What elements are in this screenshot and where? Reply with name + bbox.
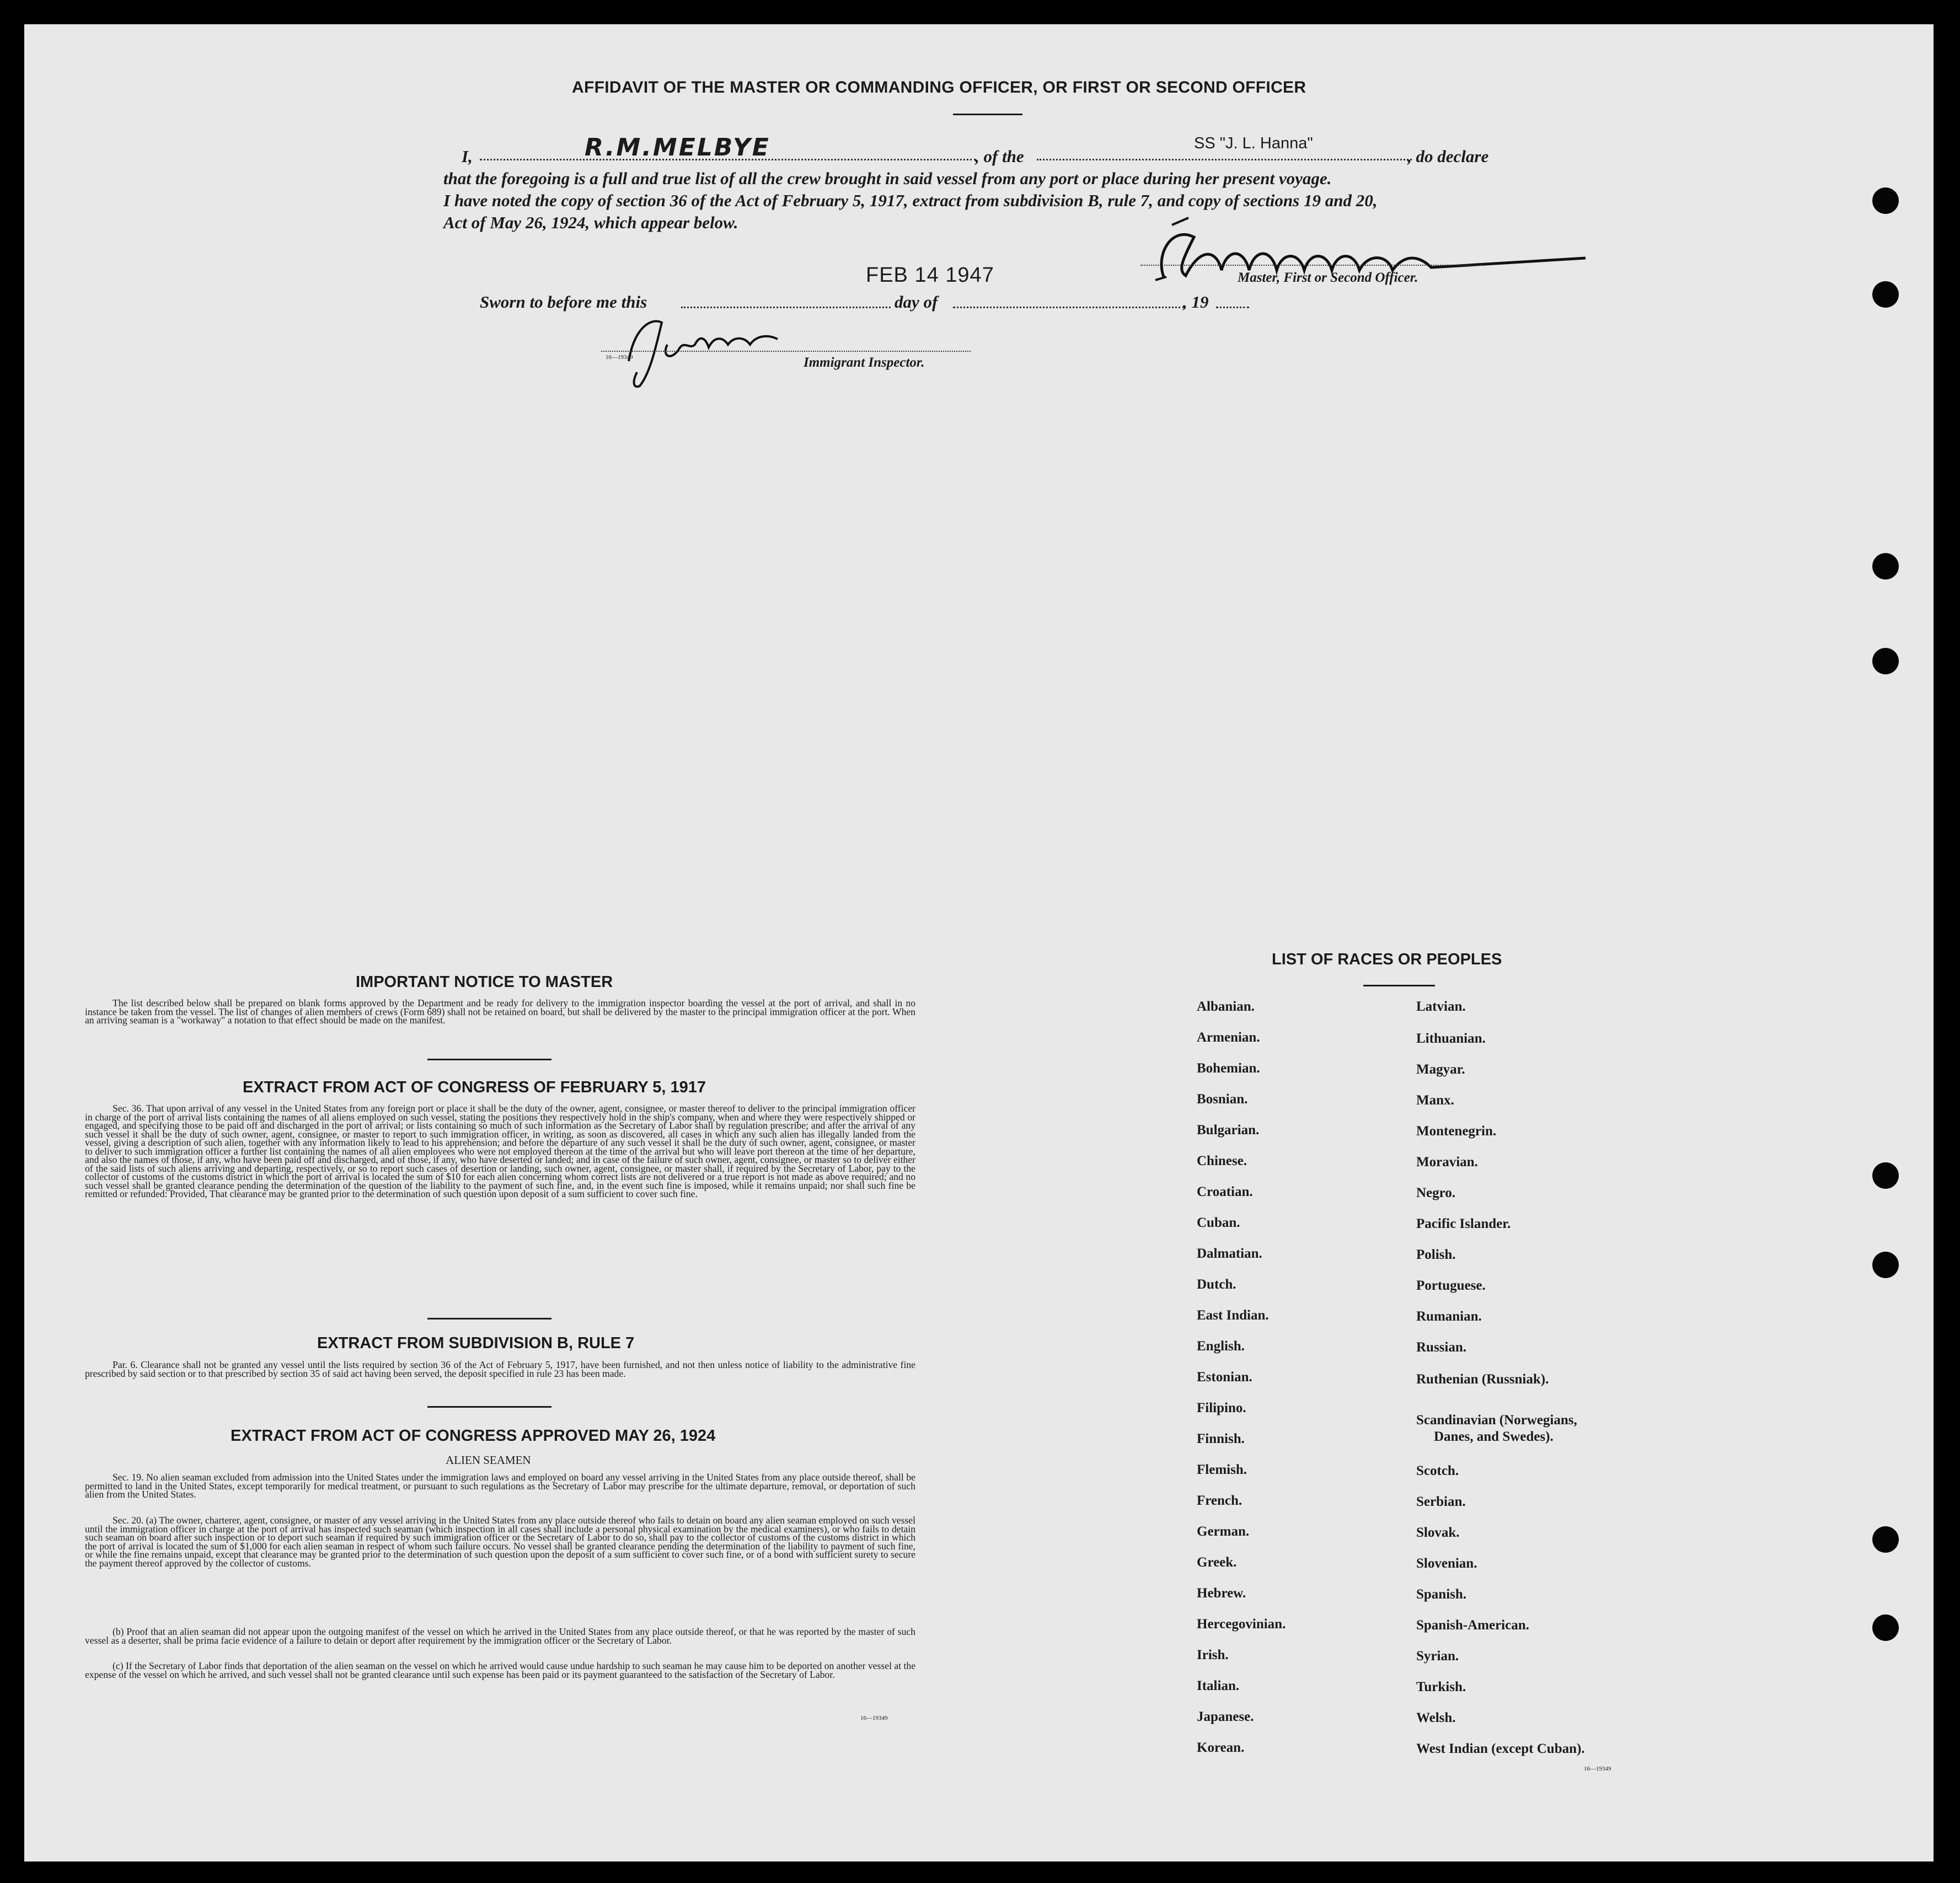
day-of-label: day of [895,292,938,312]
inspector-signature [618,306,794,394]
of-the-label: , of the [975,147,1024,166]
document-page [24,24,1934,1861]
affidavit-line-4: Act of May 26, 1924, which appear below. [443,213,738,232]
race-item: Italian. [1197,1678,1240,1693]
race-item: Manx. [1416,1093,1454,1108]
race-item: Bohemian. [1197,1061,1260,1076]
races-title: LIST OF RACES OR PEOPLES [1272,951,1502,968]
race-item: Rumanian. [1416,1309,1482,1324]
race-item: Spanish. [1416,1587,1467,1602]
do-declare-label: , do declare [1407,147,1489,166]
affidavit-i-label: I, [462,147,473,166]
race-item: Greek. [1197,1555,1237,1570]
punch-hole [1872,648,1899,674]
race-item: Slovenian. [1416,1556,1477,1571]
inspector-line [601,351,971,352]
race-item: Moravian. [1416,1155,1478,1170]
race-item: Lithuanian. [1416,1031,1486,1046]
divider [427,1406,551,1408]
affidavit-line-3: I have noted the copy of section 36 of the Act of February 5, 1917, extract from subdivision B, rule 7, and copy of sections 19 and 20, [443,191,1378,210]
year-prefix-label: , 19 [1183,292,1209,312]
race-item: Spanish-American. [1416,1618,1529,1633]
race-item: Dutch. [1197,1277,1236,1292]
race-item: Bulgarian. [1197,1123,1260,1138]
race-item: Japanese. [1197,1709,1254,1724]
race-item: Scotch. [1416,1463,1459,1478]
race-item: Montenegrin. [1416,1124,1497,1139]
race-item: Welsh. [1416,1710,1456,1725]
alien-seamen-subtitle: ALIEN SEAMEN [446,1453,531,1467]
affidavit-title: AFFIDAVIT OF THE MASTER OR COMMANDING OFFICER, OR FIRST OR SECOND OFFICER [572,78,1306,96]
race-item: Serbian. [1416,1494,1466,1509]
race-item: East Indian. [1197,1308,1269,1323]
race-item: Korean. [1197,1740,1245,1755]
race-item: Negro. [1416,1185,1456,1200]
race-item: Cuban. [1197,1215,1240,1230]
race-item: Pacific Islander. [1416,1216,1511,1231]
punch-hole [1872,553,1899,580]
form-number: 16—19349 [606,354,633,361]
punch-hole [1872,187,1899,214]
race-item: Danes, and Swedes). [1434,1429,1554,1444]
punch-hole [1872,1162,1899,1189]
section-20c-text: (c) If the Secretary of Labor finds that deportation of the alien seaman on the vessel on which he arrived would cause undue hardship to such seaman he may cause him to be deported on another vessel at the expense of the vessel on which he arrived, and such vessel shall not be granted clearance until such expense has been paid or its payment guaranteed to the satisfaction of the Secretary of Labor. [85,1660,915,1680]
extract-1917-body: Sec. 36. That upon arrival of any vessel in the United States from any foreign port or place it shall be the duty of the owner, agent, consignee, or master thereof to deliver to the principal immigration officer in charge of the port of arrival lists containing the names of all aliens employed on such vessel, stating the positions they respectively hold in the ship's company, when and where they were respectively shipped or engaged, and specifying those to be paid off and discharged in the port of arrival; or lists containing so much of such information as the Secretary of Labor shall by regulation prescribe; and after the arrival of any such vessel it shall be the duty of such owner, agent, consignee, or master to report to such immigration officer, in writing, as soon as discovered, all cases in which any such alien has illegally landed from the vessel, giving a description of such alien, together with any information likely to lead to his apprehension; and before the departure of any such vessel it shall be the duty of such owner, agent, consignee, or master to deliver to such immigration officer a further list containing the names of all alien employees who were not employed thereon at the time of the arrival but who will leave port thereon at the time of her departure, and also the names of those, if any, who have been paid off and discharged, and of those, if any, who have deserted or landed; and in case of the failure of such owner, agent, consignee, or master so to deliver either of the said lists of such aliens arriving and departing, respectively, or so to report such cases of desertion or landing, such owner, agent, consignee, or master shall, if required by the Secretary of Labor, pay to the collector of customs of the customs district in which the port of arrival is located the sum of $10 for each alien concerning whom correct lists are not delivered or a true report is not made as above required; and no such vessel shall be granted clearance pending the determination of the question of the liability to the payment of such fine, and, in the event such fine is imposed, while it remains unpaid; nor shall such fine be remitted or refunded: Provided, That clearance may be granted prior to the determination of such question upon deposit of a sum sufficient to cover such fine. [85,1103,915,1199]
race-item: Irish. [1197,1648,1229,1662]
race-item: Estonian. [1197,1370,1252,1385]
master-signature-line [1140,265,1482,266]
master-name-handwritten: R.M.MELBYE [585,133,770,162]
section-20a-text: Sec. 20. (a) The owner, charterer, agent, consignee, or master of any vessel arriving in the United States from any place outside thereof who fails to detain on board any alien seaman employed on such vessel until the immigration officer in charge at the port of arrival has inspected such seaman (which inspection in all cases shall include a personal physical examination by the medical examiners), or who fails to detain such seaman on board after such inspection or to deport such seaman if required by such immigration officer or the Secretary of Labor to do so, shall pay to the collector of customs of the customs district in which the port of arrival is located the sum of $1,000 for each alien seaman in respect of whom such failure occurs. No vessel shall be granted clearance pending the determination of the liability to payment of such fine, or while the fine remains unpaid, except that clearance may be granted prior to the determination of such question upon the deposit of a sum sufficient to cover such fine, or of a bond with sufficient surety to secure the payment thereof approved by the collector of customs. [85,1515,915,1569]
race-item: Scandinavian (Norwegians, [1416,1413,1577,1428]
affidavit-line-2: that the foregoing is a full and true list of all the crew brought in said vessel from any port or place during her present voyage. [443,169,1332,188]
divider [427,1318,551,1319]
divider [427,1059,551,1060]
sworn-label: Sworn to before me this [480,292,647,312]
section-19-text: Sec. 19. No alien seaman excluded from admission into the United States under the immigration laws and employed on board any vessel arriving in the United States from any place outside thereof, shall be permitted to land in the United States, except temporarily for medical treatment, or pursuant to such regulations as the Secretary of Labor may prescribe for the ultimate departure, removal, or deportation of such alien from the United States. [85,1472,915,1500]
date-stamp: FEB 14 1947 [866,264,994,287]
punch-hole [1872,281,1899,308]
punch-hole [1872,1526,1899,1553]
race-item: Flemish. [1197,1462,1247,1477]
race-item: Albanian. [1197,999,1255,1014]
race-item: Ruthenian (Russniak). [1416,1372,1549,1387]
race-item: Latvian. [1416,999,1466,1014]
notice-body: The list described below shall be prepared on blank forms approved by the Department and be ready for delivery to the immigration inspector boarding the vessel at the port of arrival, and shall in no instance be taken from the vessel. The list of changes of alien members of crews (Form 689) shall not be retained on board, but shall be delivered by the master to the principal immigration officer at the port. When an arriving seaman is a "workaway" a notation to that effect should be made on the manifest. [85,997,915,1026]
race-item: Turkish. [1416,1680,1466,1694]
race-item: Hebrew. [1197,1586,1246,1601]
divider [953,114,1022,115]
race-item: Chinese. [1197,1154,1247,1168]
race-item: Finnish. [1197,1431,1245,1446]
race-item: Syrian. [1416,1649,1459,1664]
section-20b-text: (b) Proof that an alien seaman did not appear upon the outgoing manifest of the vessel on which he arrived in the United States from any place outside thereof, or that he was reported by the master of such vessel as a deserter, shall be prima facie evidence of a failure to detain or deport after requirement by the immigration officer or the Secretary of Labor. [85,1626,915,1646]
form-number: 16—19349 [860,1715,888,1721]
form-number: 16—19349 [1584,1766,1611,1772]
race-item: West Indian (except Cuban). [1416,1741,1585,1756]
master-signature-caption: Master, First or Second Officer. [1238,270,1418,285]
race-item: Polish. [1416,1247,1456,1262]
race-item: Dalmatian. [1197,1246,1262,1261]
race-item: English. [1197,1339,1245,1354]
race-item: Portuguese. [1416,1278,1486,1293]
sworn-month-line [953,307,1185,308]
subdivision-b-title: EXTRACT FROM SUBDIVISION B, RULE 7 [317,1334,635,1352]
race-item: Croatian. [1197,1184,1253,1199]
punch-hole [1872,1252,1899,1278]
race-item: Armenian. [1197,1030,1260,1045]
extract-1924-title: EXTRACT FROM ACT OF CONGRESS APPROVED MAY 26, 1924 [231,1427,716,1445]
race-item: French. [1197,1493,1243,1508]
notice-title: IMPORTANT NOTICE TO MASTER [356,973,613,991]
vessel-name-line [1037,159,1412,160]
sworn-year-line [1216,307,1249,308]
race-item: Magyar. [1416,1062,1465,1077]
race-item: Russian. [1416,1340,1467,1355]
race-item: Hercegovinian. [1197,1617,1286,1632]
race-item: Bosnian. [1197,1092,1248,1107]
divider [1363,985,1435,986]
inspector-caption: Immigrant Inspector. [804,355,925,370]
race-item: Filipino. [1197,1401,1246,1415]
punch-hole [1872,1614,1899,1641]
extract-1917-title: EXTRACT FROM ACT OF CONGRESS OF FEBRUARY 5, 1917 [243,1079,706,1096]
subdivision-b-body: Par. 6. Clearance shall not be granted any vessel until the lists required by section 36 of the Act of February 5, 1917, have been furnished, and not then unless notice of liability to the administrative fine prescribed by said section or to that prescribed by section 35 of said act having been served, the deposit specified in rule 23 has been made. [85,1359,915,1379]
race-item: German. [1197,1524,1250,1539]
vessel-name: SS "J. L. Hanna" [1194,135,1313,152]
race-item: Slovak. [1416,1525,1460,1540]
master-name-line [480,159,976,160]
